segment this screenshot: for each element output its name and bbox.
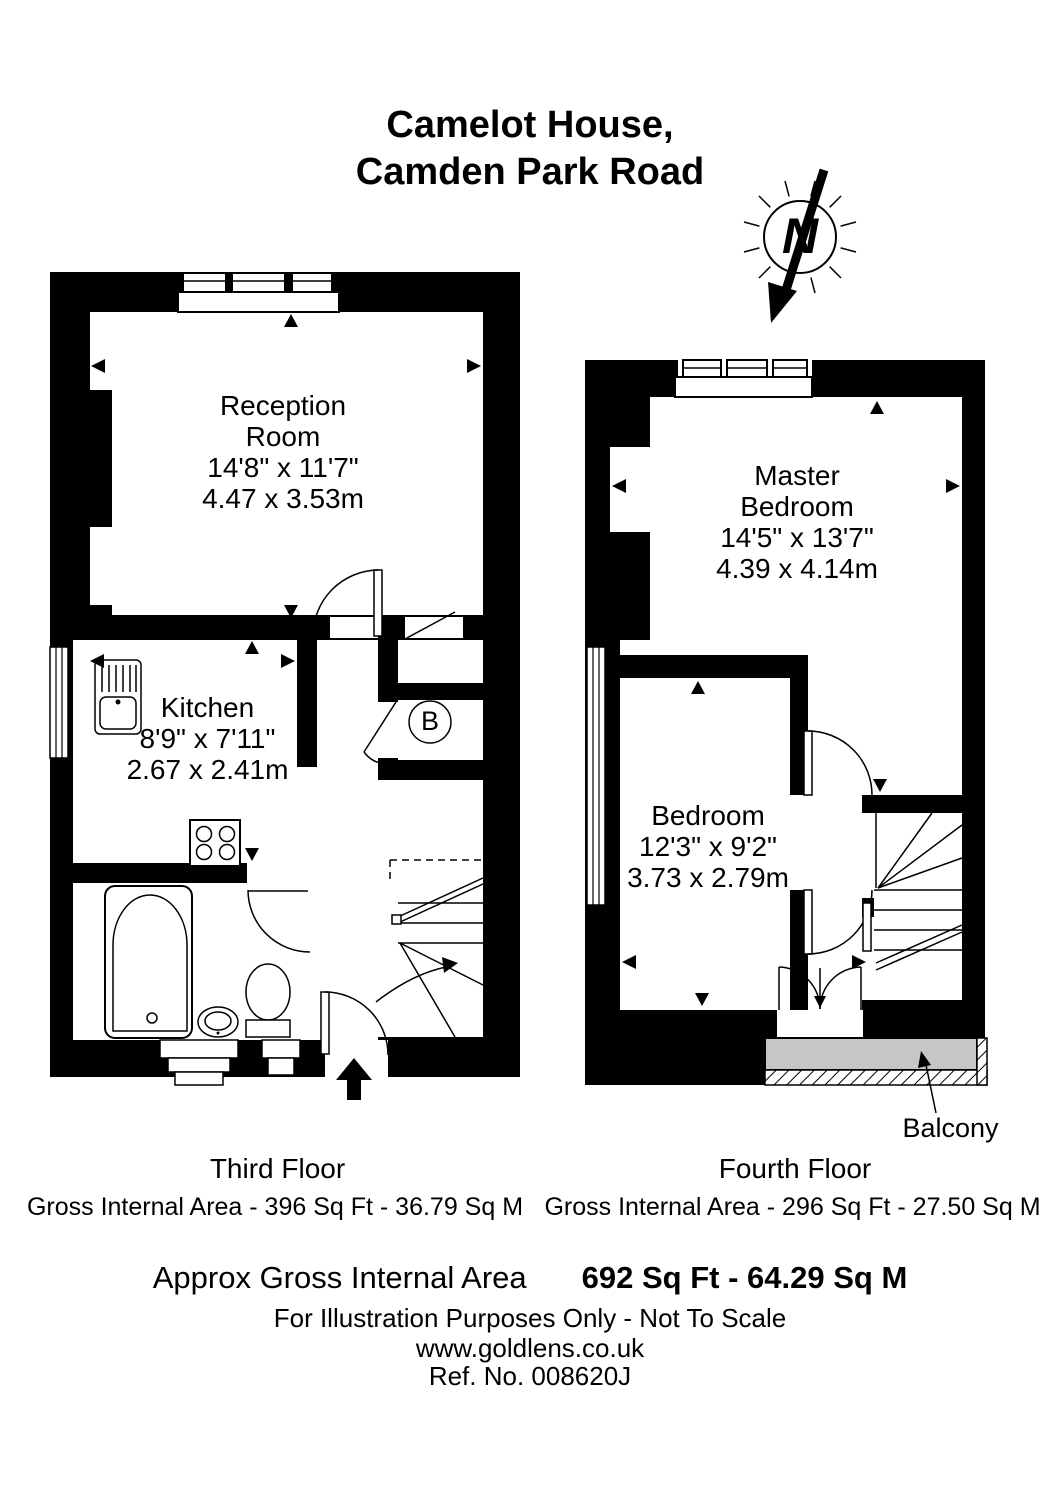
balcony	[765, 1038, 987, 1113]
balcony-label: Balcony	[902, 1113, 999, 1143]
basin	[198, 1007, 238, 1037]
fourth-floor-name: Fourth Floor	[718, 1153, 872, 1184]
kitchen-window	[50, 647, 68, 758]
master-name-2: Bedroom	[740, 491, 854, 522]
footer-reference: Ref. No. 008620J	[428, 1361, 632, 1391]
third-floor-name: Third Floor	[209, 1153, 346, 1184]
reception-room-label	[133, 390, 433, 514]
bedroom-label	[578, 800, 838, 893]
bath	[105, 886, 192, 1038]
kitchen-metric: 2.67 x 2.41m	[126, 754, 289, 785]
title-line1: Camelot House,	[386, 104, 674, 146]
kitchen-label	[80, 692, 335, 785]
hob	[190, 820, 240, 866]
master-metric: 4.39 x 4.14m	[716, 553, 878, 584]
toilet	[246, 964, 290, 1037]
footer-website: www.goldlens.co.uk	[415, 1333, 645, 1363]
reception-imperial: 14'8" x 11'7"	[207, 452, 359, 483]
north-arrowhead	[768, 282, 797, 323]
reception-door-leaf	[374, 570, 382, 636]
bathroom-windows	[160, 1040, 300, 1085]
kitchen-imperial: 8'9" x 7'11"	[139, 723, 276, 754]
master-bedroom-label	[662, 460, 932, 584]
approx-area-value: 692 Sq Ft - 64.29 Sq M	[581, 1260, 908, 1295]
third-floor-area: Gross Internal Area - 396 Sq Ft - 36.79 Sq M	[26, 1193, 524, 1221]
stairs4-floor	[874, 813, 962, 1000]
footer-approx-line	[0, 1260, 1060, 1296]
bedroom-name: Bedroom	[651, 800, 765, 831]
bedroom-imperial: 12'3" x 9'2"	[639, 831, 777, 862]
master-name-1: Master	[754, 460, 840, 491]
footer-disclaimer: For Illustration Purposes Only - Not To Scale	[273, 1303, 787, 1333]
reception-name-1: Reception	[219, 390, 347, 421]
master-imperial: 14'5" x 13'7"	[720, 522, 874, 553]
title-line2: Camden Park Road	[355, 151, 705, 193]
entrance-door-leaf	[321, 992, 329, 1054]
fourth-floor-area: Gross Internal Area - 296 Sq Ft - 27.50 Sq M	[544, 1193, 1041, 1221]
kitchen-name: Kitchen	[160, 692, 255, 723]
master-door-leaf	[804, 731, 812, 795]
boiler-label: B	[420, 706, 439, 736]
north-label: N	[781, 208, 819, 264]
reception-name-2: Room	[245, 421, 321, 452]
landing-door-leaf	[804, 890, 812, 954]
page-title	[0, 102, 1060, 196]
bedroom-metric: 3.73 x 2.79m	[627, 862, 789, 893]
approx-area-label: Approx Gross Internal Area	[152, 1260, 527, 1295]
reception-metric: 4.47 x 3.53m	[202, 483, 364, 514]
stairs-door-leaf	[863, 903, 871, 951]
